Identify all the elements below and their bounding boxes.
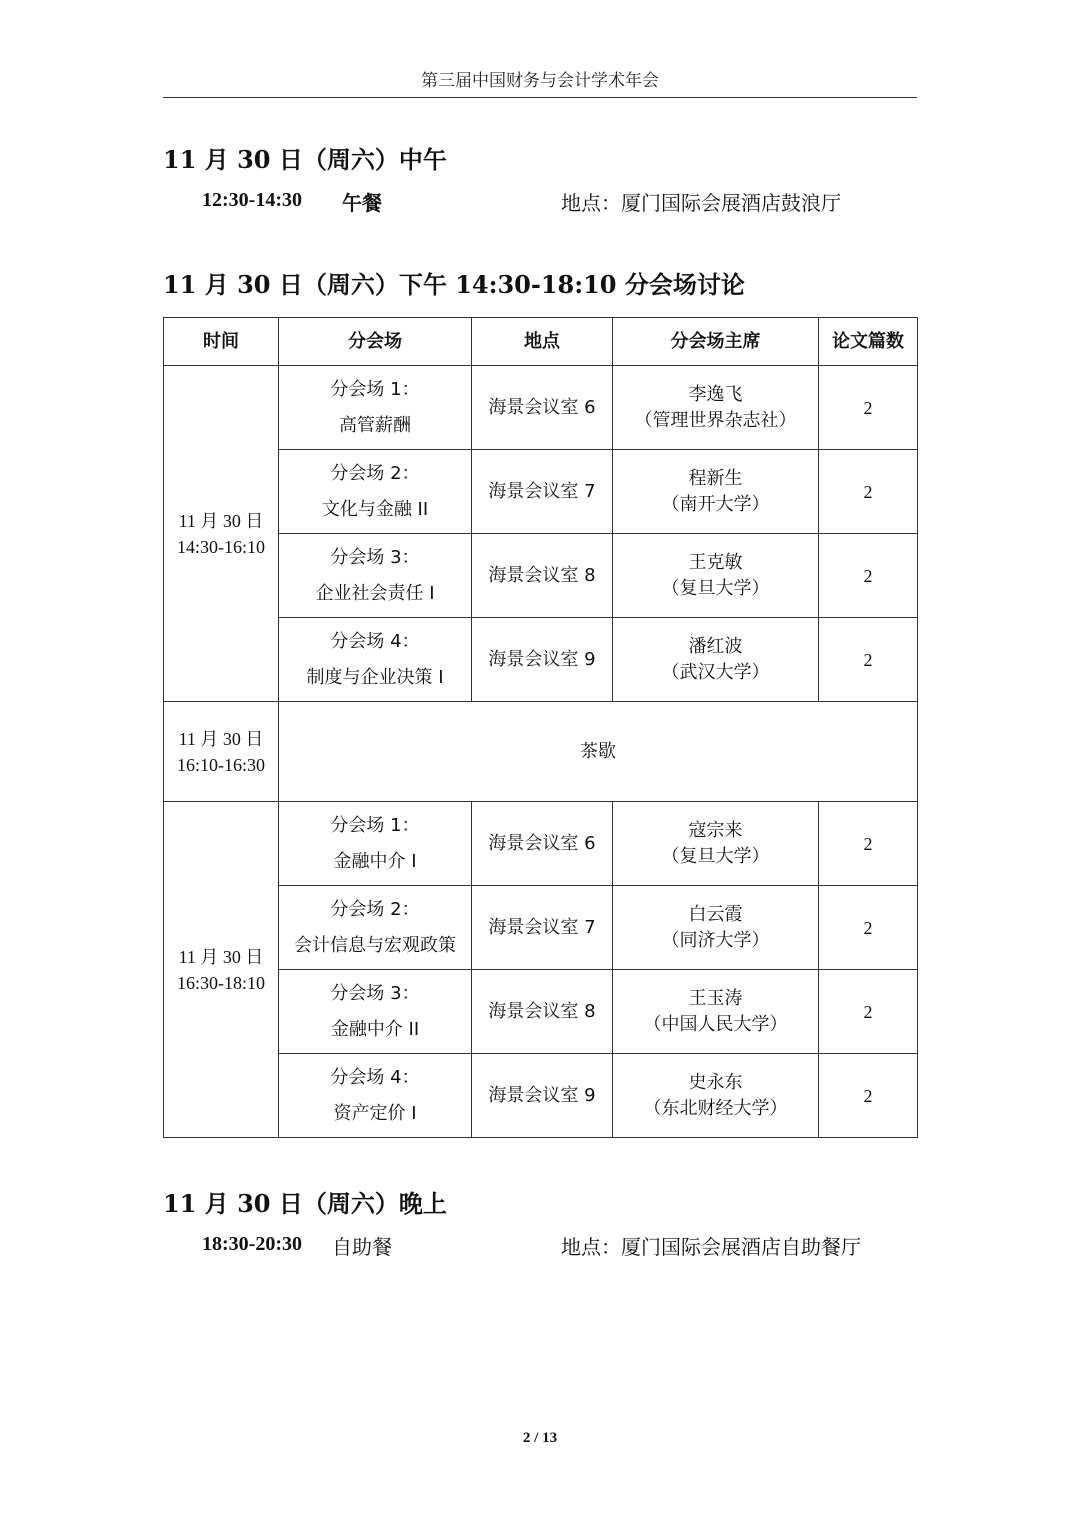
table-header-row [164, 318, 918, 366]
tea-break-label: 茶歇 [279, 702, 918, 802]
session-topic: 企业社会责任 I [315, 582, 435, 604]
afternoon-title: 11 月 30 日（周六）下午 14:30-18:10 分会场讨论 [163, 270, 745, 299]
room-cell: 海景会议室 8 [472, 534, 613, 618]
chair-cell [613, 886, 819, 970]
room-cell: 海景会议室 9 [472, 1054, 613, 1138]
evening-title: 11 月 30 日（周六）晚上 [163, 1189, 447, 1218]
papers-cell: 2 [819, 534, 918, 618]
header-chair: 分会场主席 [613, 318, 819, 366]
noon-time: 12:30-14:30 [202, 189, 302, 211]
papers-cell: 2 [819, 366, 918, 450]
block2-time [164, 802, 279, 1138]
session-label: 分会场 3： [330, 546, 420, 568]
papers-cell: 2 [819, 1054, 918, 1138]
papers-cell: 2 [819, 886, 918, 970]
room-cell: 海景会议室 9 [472, 618, 613, 702]
header-location: 地点 [472, 318, 613, 366]
session-cell [279, 802, 472, 886]
time-date: 11 月 30 日 [178, 510, 264, 531]
header-time: 时间 [164, 318, 279, 366]
chair-cell [613, 1054, 819, 1138]
noon-event: 午餐 [342, 191, 382, 215]
session-label: 分会场 1： [330, 378, 420, 400]
block1-time [164, 366, 279, 702]
header-session: 分会场 [279, 318, 472, 366]
noon-location: 地点：厦门国际会展酒店鼓浪厅 [561, 191, 841, 215]
chair-affiliation: （东北财经大学） [643, 1097, 788, 1119]
chair-cell [613, 534, 819, 618]
room-cell: 海景会议室 6 [472, 802, 613, 886]
page-number: 2 / 13 [522, 1430, 558, 1446]
chair-name: 王克敏 [688, 551, 743, 573]
room-cell: 海景会议室 8 [472, 970, 613, 1054]
chair-name: 寇宗来 [688, 819, 743, 841]
table-row-tea-break [164, 702, 918, 802]
chair-cell [613, 366, 819, 450]
session-label: 分会场 4： [330, 1066, 420, 1088]
chair-affiliation: （南开大学） [661, 493, 770, 515]
chair-cell [613, 802, 819, 886]
room-cell: 海景会议室 6 [472, 366, 613, 450]
session-topic: 文化与金融 II [321, 498, 429, 520]
session-cell [279, 618, 472, 702]
session-cell [279, 450, 472, 534]
session-cell [279, 366, 472, 450]
session-label: 分会场 2： [330, 462, 420, 484]
session-topic: 金融中介 I [333, 850, 417, 872]
time-date: 11 月 30 日 [178, 728, 264, 749]
session-topic: 制度与企业决策 I [306, 666, 444, 688]
evening-location: 地点：厦门国际会展酒店自助餐厅 [561, 1235, 861, 1259]
header-papers: 论文篇数 [819, 318, 918, 366]
chair-name: 程新生 [688, 467, 743, 489]
session-label: 分会场 2： [330, 898, 420, 920]
chair-affiliation: （复旦大学） [661, 845, 770, 867]
chair-cell [613, 450, 819, 534]
page-header: 第三届中国财务与会计学术年会 [163, 66, 917, 98]
time-range: 16:30-18:10 [177, 972, 265, 993]
time-range: 14:30-16:10 [177, 536, 265, 557]
session-label: 分会场 3： [330, 982, 420, 1004]
time-date: 11 月 30 日 [178, 946, 264, 967]
session-table [163, 317, 918, 1138]
noon-title: 11 月 30 日（周六）中午 [163, 145, 447, 174]
session-label: 分会场 1： [330, 814, 420, 836]
room-cell: 海景会议室 7 [472, 450, 613, 534]
evening-time: 18:30-20:30 [202, 1233, 302, 1255]
chair-affiliation: （中国人民大学） [643, 1013, 788, 1035]
room-cell: 海景会议室 7 [472, 886, 613, 970]
papers-cell: 2 [819, 970, 918, 1054]
chair-affiliation: （武汉大学） [661, 661, 770, 683]
chair-cell [613, 618, 819, 702]
session-topic: 金融中介 II [330, 1018, 420, 1040]
chair-name: 王玉涛 [688, 987, 743, 1009]
chair-cell [613, 970, 819, 1054]
chair-name: 潘红波 [688, 635, 743, 657]
chair-name: 白云霞 [688, 903, 743, 925]
tea-time [164, 702, 279, 802]
chair-affiliation: （复旦大学） [661, 577, 770, 599]
session-label: 分会场 4： [330, 630, 420, 652]
chair-name: 史永东 [688, 1071, 743, 1093]
papers-cell: 2 [819, 618, 918, 702]
evening-event: 自助餐 [332, 1235, 392, 1259]
session-cell [279, 886, 472, 970]
session-topic: 高管薪酬 [339, 414, 411, 436]
session-cell [279, 970, 472, 1054]
session-cell [279, 1054, 472, 1138]
table-row [164, 802, 918, 886]
table-row [164, 366, 918, 450]
session-cell [279, 534, 472, 618]
chair-affiliation: （管理世界杂志社） [634, 409, 797, 431]
chair-name: 李逸飞 [688, 383, 743, 405]
time-range: 16:10-16:30 [177, 754, 265, 775]
papers-cell: 2 [819, 802, 918, 886]
session-topic: 会计信息与宏观政策 [294, 934, 456, 956]
session-topic: 资产定价 I [333, 1102, 417, 1124]
papers-cell: 2 [819, 450, 918, 534]
chair-affiliation: （同济大学） [661, 929, 770, 951]
